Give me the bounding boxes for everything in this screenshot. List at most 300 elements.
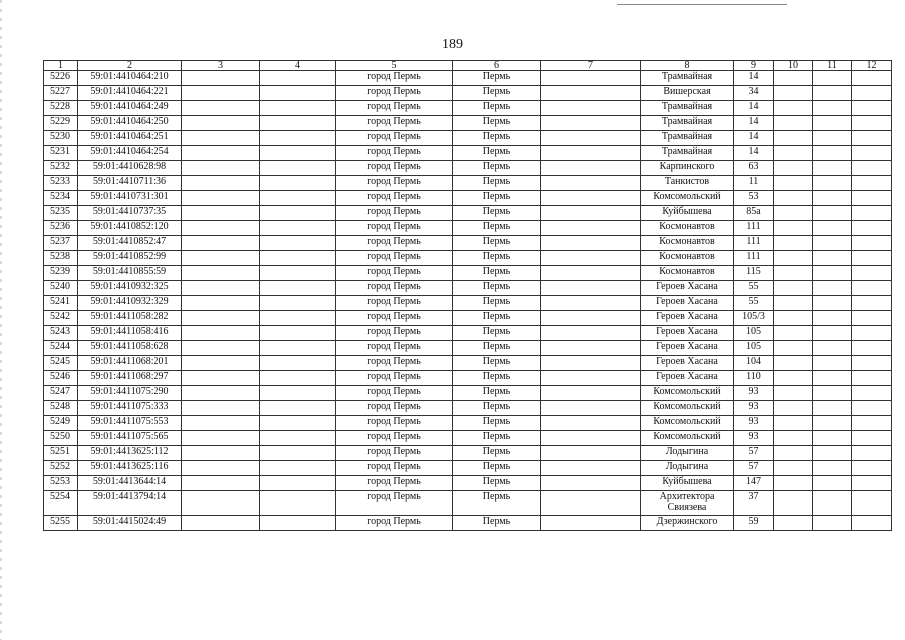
cell-empty [260, 431, 336, 446]
cell-street: Трамвайная [641, 101, 734, 116]
cell-cad: 59:01:4411068:201 [78, 356, 182, 371]
column-header: 5 [336, 61, 453, 71]
table-row [44, 221, 892, 236]
cell-cad: 59:01:4413794:14 [78, 491, 182, 516]
cell-street: Героев Хасана [641, 311, 734, 326]
cell-empty [182, 266, 260, 281]
cell-cad: 59:01:4410628:98 [78, 161, 182, 176]
cell-house: 111 [734, 236, 774, 251]
cell-empty [182, 386, 260, 401]
cell-loc: Пермь [453, 206, 541, 221]
column-header: 1 [44, 61, 78, 71]
cell-empty [813, 206, 852, 221]
table-row [44, 206, 892, 221]
cell-loc: Пермь [453, 86, 541, 101]
cell-cad: 59:01:4410464:254 [78, 146, 182, 161]
cell-loc: Пермь [453, 416, 541, 431]
cell-house: 14 [734, 116, 774, 131]
cell-empty [813, 176, 852, 191]
cell-n: 5236 [44, 221, 78, 236]
cell-empty [774, 251, 813, 266]
cell-loc: Пермь [453, 191, 541, 206]
cell-house: 14 [734, 101, 774, 116]
cell-empty [541, 491, 641, 516]
column-header: 9 [734, 61, 774, 71]
cell-n: 5249 [44, 416, 78, 431]
cell-empty [813, 401, 852, 416]
cell-empty [852, 476, 892, 491]
cell-empty [774, 281, 813, 296]
cell-city: город Пермь [336, 251, 453, 266]
cell-empty [260, 206, 336, 221]
cell-loc: Пермь [453, 401, 541, 416]
cell-n: 5254 [44, 491, 78, 516]
cell-cad: 59:01:4411068:297 [78, 371, 182, 386]
cell-empty [852, 266, 892, 281]
table-row [44, 401, 892, 416]
cell-city: город Пермь [336, 176, 453, 191]
cell-cad: 59:01:4410731:301 [78, 191, 182, 206]
column-header: 7 [541, 61, 641, 71]
table-row [44, 386, 892, 401]
table-row [44, 326, 892, 341]
cell-n: 5244 [44, 341, 78, 356]
cell-house: 93 [734, 416, 774, 431]
table-row [44, 416, 892, 431]
cell-empty [182, 101, 260, 116]
cell-empty [774, 266, 813, 281]
table-row [44, 266, 892, 281]
cell-empty [541, 86, 641, 101]
table-row [44, 491, 892, 516]
cell-house: 93 [734, 431, 774, 446]
cell-empty [852, 191, 892, 206]
cell-city: город Пермь [336, 416, 453, 431]
cell-city: город Пермь [336, 371, 453, 386]
cell-empty [774, 71, 813, 86]
cell-n: 5241 [44, 296, 78, 311]
cell-empty [260, 461, 336, 476]
cell-empty [260, 371, 336, 386]
cell-house: 34 [734, 86, 774, 101]
cell-cad: 59:01:4413625:116 [78, 461, 182, 476]
cell-n: 5240 [44, 281, 78, 296]
cell-cad: 59:01:4410932:325 [78, 281, 182, 296]
cell-loc: Пермь [453, 311, 541, 326]
cell-empty [813, 236, 852, 251]
cell-loc: Пермь [453, 516, 541, 531]
cell-cad: 59:01:4410464:210 [78, 71, 182, 86]
cell-house: 59 [734, 516, 774, 531]
cell-street: Лодыгина [641, 446, 734, 461]
cell-empty [182, 71, 260, 86]
cell-city: город Пермь [336, 476, 453, 491]
cell-street: Комсомольский [641, 191, 734, 206]
cell-empty [260, 161, 336, 176]
cell-street: Комсомольский [641, 416, 734, 431]
cell-empty [852, 146, 892, 161]
cell-empty [774, 311, 813, 326]
table-row [44, 101, 892, 116]
cell-empty [541, 461, 641, 476]
table-row [44, 461, 892, 476]
cell-empty [852, 356, 892, 371]
cell-empty [260, 516, 336, 531]
cell-empty [541, 356, 641, 371]
cell-street: Куйбышева [641, 476, 734, 491]
cell-empty [182, 516, 260, 531]
cell-street: Куйбышева [641, 206, 734, 221]
cell-empty [852, 251, 892, 266]
cell-empty [813, 386, 852, 401]
table-row [44, 356, 892, 371]
cell-cad: 59:01:4410711:36 [78, 176, 182, 191]
cell-empty [852, 161, 892, 176]
cell-empty [774, 401, 813, 416]
cell-street: Карпинского [641, 161, 734, 176]
cell-empty [541, 446, 641, 461]
cell-empty [260, 356, 336, 371]
cell-n: 5238 [44, 251, 78, 266]
cell-city: город Пермь [336, 341, 453, 356]
cell-cad: 59:01:4411075:553 [78, 416, 182, 431]
cell-empty [541, 206, 641, 221]
table-row [44, 311, 892, 326]
cell-empty [774, 416, 813, 431]
cell-empty [813, 326, 852, 341]
cell-house: 55 [734, 281, 774, 296]
cell-empty [260, 146, 336, 161]
cell-empty [813, 461, 852, 476]
cell-empty [541, 176, 641, 191]
cell-loc: Пермь [453, 251, 541, 266]
cell-n: 5226 [44, 71, 78, 86]
cell-n: 5237 [44, 236, 78, 251]
table-row [44, 251, 892, 266]
cell-empty [541, 131, 641, 146]
table-row [44, 296, 892, 311]
table-row [44, 236, 892, 251]
cell-house: 104 [734, 356, 774, 371]
cell-city: город Пермь [336, 146, 453, 161]
cell-house: 105 [734, 326, 774, 341]
cell-empty [774, 131, 813, 146]
cell-empty [813, 116, 852, 131]
column-header: 3 [182, 61, 260, 71]
cell-n: 5253 [44, 476, 78, 491]
cell-empty [260, 416, 336, 431]
cell-empty [813, 161, 852, 176]
cell-empty [852, 386, 892, 401]
cell-empty [852, 341, 892, 356]
cell-n: 5246 [44, 371, 78, 386]
cell-cad: 59:01:4410464:251 [78, 131, 182, 146]
cell-loc: Пермь [453, 176, 541, 191]
cell-empty [541, 431, 641, 446]
cell-empty [852, 311, 892, 326]
top-rule [617, 4, 787, 5]
cell-empty [182, 206, 260, 221]
cell-empty [852, 221, 892, 236]
cell-city: город Пермь [336, 101, 453, 116]
cell-n: 5250 [44, 431, 78, 446]
cell-empty [541, 221, 641, 236]
cell-empty [774, 461, 813, 476]
cell-n: 5231 [44, 146, 78, 161]
cell-empty [182, 491, 260, 516]
cell-city: город Пермь [336, 131, 453, 146]
cell-empty [541, 191, 641, 206]
cell-loc: Пермь [453, 326, 541, 341]
cell-empty [541, 416, 641, 431]
cell-street: Лодыгина [641, 461, 734, 476]
cell-empty [813, 356, 852, 371]
cell-city: город Пермь [336, 221, 453, 236]
cell-empty [852, 131, 892, 146]
cell-empty [182, 236, 260, 251]
cell-n: 5239 [44, 266, 78, 281]
cell-city: город Пермь [336, 326, 453, 341]
cell-empty [182, 446, 260, 461]
cell-house: 37 [734, 491, 774, 516]
cell-empty [774, 146, 813, 161]
column-header: 12 [852, 61, 892, 71]
cell-empty [774, 326, 813, 341]
cell-cad: 59:01:4411058:282 [78, 311, 182, 326]
cell-empty [182, 341, 260, 356]
cell-loc: Пермь [453, 146, 541, 161]
cell-house: 57 [734, 461, 774, 476]
cell-empty [182, 116, 260, 131]
cell-loc: Пермь [453, 461, 541, 476]
cell-empty [541, 116, 641, 131]
cell-empty [182, 221, 260, 236]
cell-city: город Пермь [336, 191, 453, 206]
cell-empty [774, 386, 813, 401]
cell-empty [260, 191, 336, 206]
cell-loc: Пермь [453, 476, 541, 491]
cell-empty [813, 266, 852, 281]
cell-house: 111 [734, 251, 774, 266]
cell-street: Трамвайная [641, 116, 734, 131]
column-header: 6 [453, 61, 541, 71]
cell-house: 147 [734, 476, 774, 491]
cell-loc: Пермь [453, 341, 541, 356]
cell-loc: Пермь [453, 386, 541, 401]
cell-empty [541, 476, 641, 491]
cell-empty [182, 416, 260, 431]
cell-n: 5234 [44, 191, 78, 206]
cell-empty [852, 516, 892, 531]
cell-n: 5251 [44, 446, 78, 461]
cell-n: 5242 [44, 311, 78, 326]
cell-n: 5247 [44, 386, 78, 401]
cell-cad: 59:01:4410464:249 [78, 101, 182, 116]
table-row [44, 431, 892, 446]
cell-n: 5228 [44, 101, 78, 116]
table-row [44, 446, 892, 461]
cell-empty [182, 296, 260, 311]
header-row [44, 61, 892, 71]
cell-n: 5229 [44, 116, 78, 131]
cell-empty [774, 86, 813, 101]
cell-empty [182, 371, 260, 386]
cell-loc: Пермь [453, 491, 541, 516]
cell-empty [541, 371, 641, 386]
table-row [44, 191, 892, 206]
cell-house: 14 [734, 131, 774, 146]
cell-house: 105 [734, 341, 774, 356]
cell-empty [852, 446, 892, 461]
cell-loc: Пермь [453, 221, 541, 236]
cell-empty [774, 161, 813, 176]
table-row [44, 116, 892, 131]
cell-empty [813, 251, 852, 266]
cell-loc: Пермь [453, 446, 541, 461]
cell-empty [260, 236, 336, 251]
cell-loc: Пермь [453, 236, 541, 251]
cell-empty [813, 131, 852, 146]
cell-empty [260, 251, 336, 266]
column-header: 11 [813, 61, 852, 71]
cell-empty [260, 116, 336, 131]
cell-empty [182, 176, 260, 191]
cell-cad: 59:01:4411058:628 [78, 341, 182, 356]
cell-empty [852, 401, 892, 416]
table-row [44, 86, 892, 101]
cell-empty [260, 176, 336, 191]
cell-empty [260, 221, 336, 236]
cell-empty [813, 476, 852, 491]
cell-empty [774, 206, 813, 221]
cell-street: Трамвайная [641, 146, 734, 161]
cell-empty [260, 446, 336, 461]
cell-empty [541, 401, 641, 416]
cell-cad: 59:01:4410852:47 [78, 236, 182, 251]
cell-empty [260, 71, 336, 86]
cell-house: 110 [734, 371, 774, 386]
cell-n: 5243 [44, 326, 78, 341]
cell-empty [260, 476, 336, 491]
registry-table [43, 60, 892, 531]
cell-empty [852, 371, 892, 386]
cell-empty [774, 296, 813, 311]
cell-empty [774, 476, 813, 491]
cell-cad: 59:01:4410932:329 [78, 296, 182, 311]
cell-empty [541, 161, 641, 176]
cell-empty [852, 101, 892, 116]
table-row [44, 131, 892, 146]
cell-city: город Пермь [336, 266, 453, 281]
cell-empty [852, 176, 892, 191]
cell-empty [182, 131, 260, 146]
cell-house: 111 [734, 221, 774, 236]
cell-city: город Пермь [336, 491, 453, 516]
cell-street: Дзержинского [641, 516, 734, 531]
cell-empty [852, 86, 892, 101]
cell-empty [813, 146, 852, 161]
table-row [44, 176, 892, 191]
cell-house: 14 [734, 146, 774, 161]
cell-empty [813, 296, 852, 311]
cell-empty [813, 446, 852, 461]
cell-empty [541, 281, 641, 296]
cell-empty [541, 326, 641, 341]
cell-n: 5255 [44, 516, 78, 531]
cell-empty [260, 341, 336, 356]
cell-loc: Пермь [453, 101, 541, 116]
cell-n: 5235 [44, 206, 78, 221]
cell-empty [813, 191, 852, 206]
cell-city: город Пермь [336, 296, 453, 311]
cell-city: город Пермь [336, 236, 453, 251]
cell-empty [852, 431, 892, 446]
cell-empty [182, 401, 260, 416]
cell-empty [774, 491, 813, 516]
cell-empty [260, 491, 336, 516]
cell-house: 93 [734, 386, 774, 401]
cell-n: 5252 [44, 461, 78, 476]
cell-city: город Пермь [336, 356, 453, 371]
table-row [44, 161, 892, 176]
cell-empty [182, 431, 260, 446]
cell-city: город Пермь [336, 431, 453, 446]
cell-empty [774, 101, 813, 116]
cell-city: город Пермь [336, 71, 453, 86]
cell-loc: Пермь [453, 356, 541, 371]
cell-empty [774, 446, 813, 461]
cell-city: город Пермь [336, 311, 453, 326]
cell-empty [182, 86, 260, 101]
cell-empty [813, 311, 852, 326]
cell-empty [852, 326, 892, 341]
cell-empty [774, 371, 813, 386]
cell-empty [182, 326, 260, 341]
cell-street: Вишерская [641, 86, 734, 101]
cell-empty [813, 491, 852, 516]
cell-street: Комсомольский [641, 431, 734, 446]
cell-empty [541, 386, 641, 401]
cell-empty [541, 296, 641, 311]
cell-cad: 59:01:4411075:290 [78, 386, 182, 401]
cell-empty [774, 236, 813, 251]
cell-empty [852, 236, 892, 251]
cell-n: 5230 [44, 131, 78, 146]
cell-empty [182, 146, 260, 161]
cell-cad: 59:01:4410852:120 [78, 221, 182, 236]
cell-cad: 59:01:4410464:221 [78, 86, 182, 101]
cell-loc: Пермь [453, 431, 541, 446]
cell-street: Героев Хасана [641, 281, 734, 296]
cell-empty [260, 386, 336, 401]
cell-n: 5245 [44, 356, 78, 371]
cell-city: город Пермь [336, 206, 453, 221]
cell-empty [852, 206, 892, 221]
cell-empty [260, 311, 336, 326]
cell-empty [260, 401, 336, 416]
cell-empty [260, 296, 336, 311]
cell-empty [813, 341, 852, 356]
cell-empty [541, 236, 641, 251]
cell-loc: Пермь [453, 281, 541, 296]
page-number: 189 [442, 37, 463, 52]
cell-empty [852, 116, 892, 131]
cell-street: Героев Хасана [641, 341, 734, 356]
cell-empty [852, 281, 892, 296]
cell-house: 55 [734, 296, 774, 311]
cell-street: Архитектора Свиязева [641, 491, 734, 516]
cell-empty [541, 101, 641, 116]
